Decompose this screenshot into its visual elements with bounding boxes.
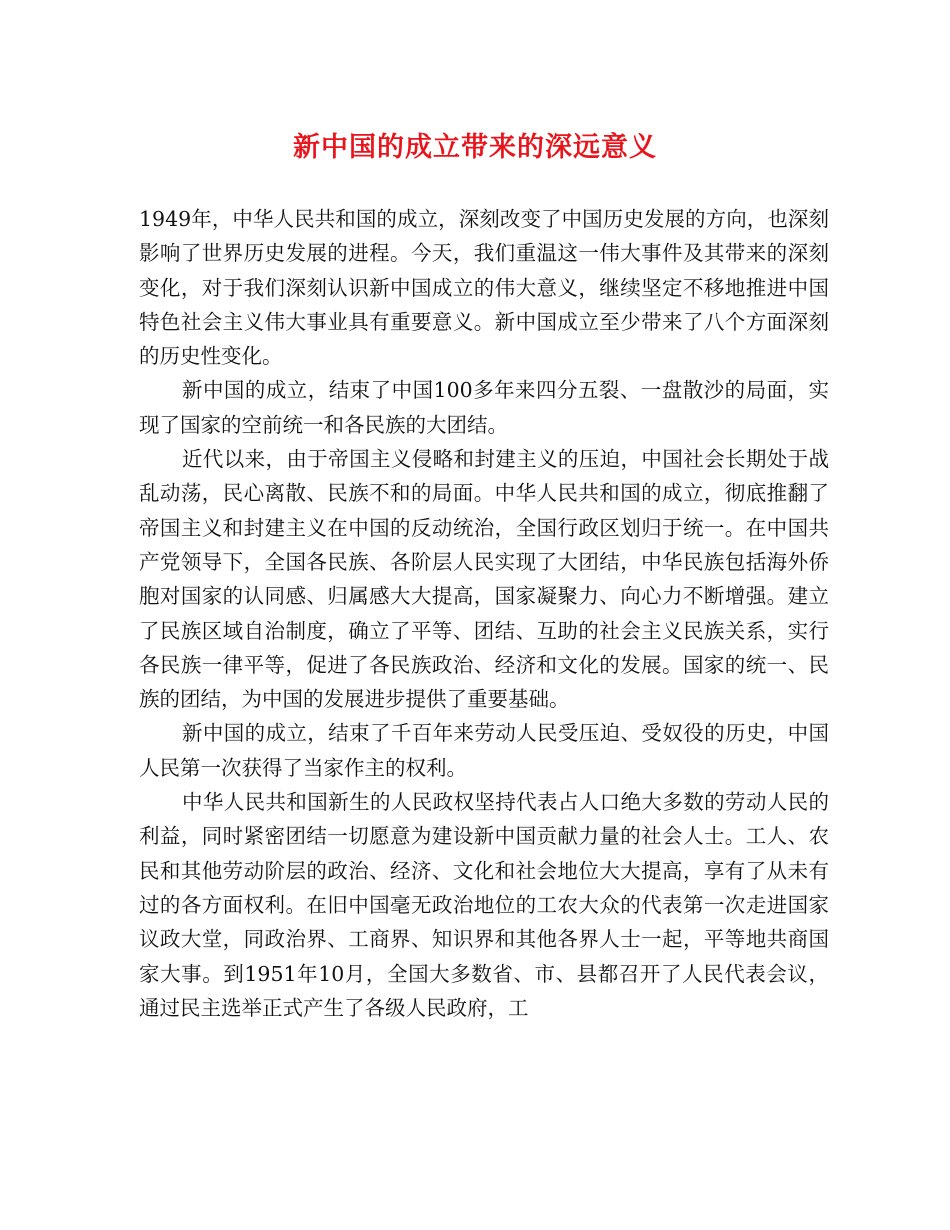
paragraph: 近代以来，由于帝国主义侵略和封建主义的压迫，中国社会长期处于战乱动荡，民心离散、民族不和的局面。中华人民共和国的成立，彻底推翻了帝国主义和封建主义在中国的反动统治，全国行政区划归于统一。在中国共产党领导下，全国各民族、各阶层人民实现了大团结，中华民族包括海外侨胞对国家的认同感、归属感大大提高，国家凝聚力、向心力不断增强。建立了民族区域自治制度，确立了平等、团结、互助的社会主义民族关系，实行各民族一律平等，促进了各民族政治、经济和文化的发展。国家的统一、民族的团结，为中国的发展进步提供了重要基础。	[139, 447, 829, 712]
document-body	[139, 202, 829, 1025]
paragraph: 新中国的成立，结束了中国100多年来四分五裂、一盘散沙的局面，实现了国家的空前统一和各民族的大团结。	[139, 378, 829, 437]
paragraph: 中华人民共和国新生的人民政权坚持代表占人口绝大多数的劳动人民的利益，同时紧密团结一切愿意为建设新中国贡献力量的社会人士。工人、农民和其他劳动阶层的政治、经济、文化和社会地位大大提高，享有了从未有过的各方面权利。在旧中国毫无政治地位的工农大众的代表第一次走进国家议政大堂，同政治界、工商界、知识界和其他各界人士一起，平等地共商国家大事。到1951年10月，全国大多数省、市、县都召开了人民代表会议，通过民主选举正式产生了各级人民政府，工	[139, 790, 829, 1020]
paragraph-intro: 1949年，中华人民共和国的成立，深刻改变了中国历史发展的方向，也深刻影响了世界历史发展的进程。今天，我们重温这一伟大事件及其带来的深刻变化，对于我们深刻认识新中国成立的伟大意义，继续坚定不移地推进中国特色社会主义伟大事业具有重要意义。新中国成立至少带来了八个方面深刻的历史性变化。	[139, 207, 829, 369]
document-title: 新中国的成立带来的深远意义	[293, 132, 657, 163]
paragraph: 新中国的成立，结束了千百年来劳动人民受压迫、受奴役的历史，中国人民第一次获得了当家作主的权利。	[139, 721, 829, 780]
